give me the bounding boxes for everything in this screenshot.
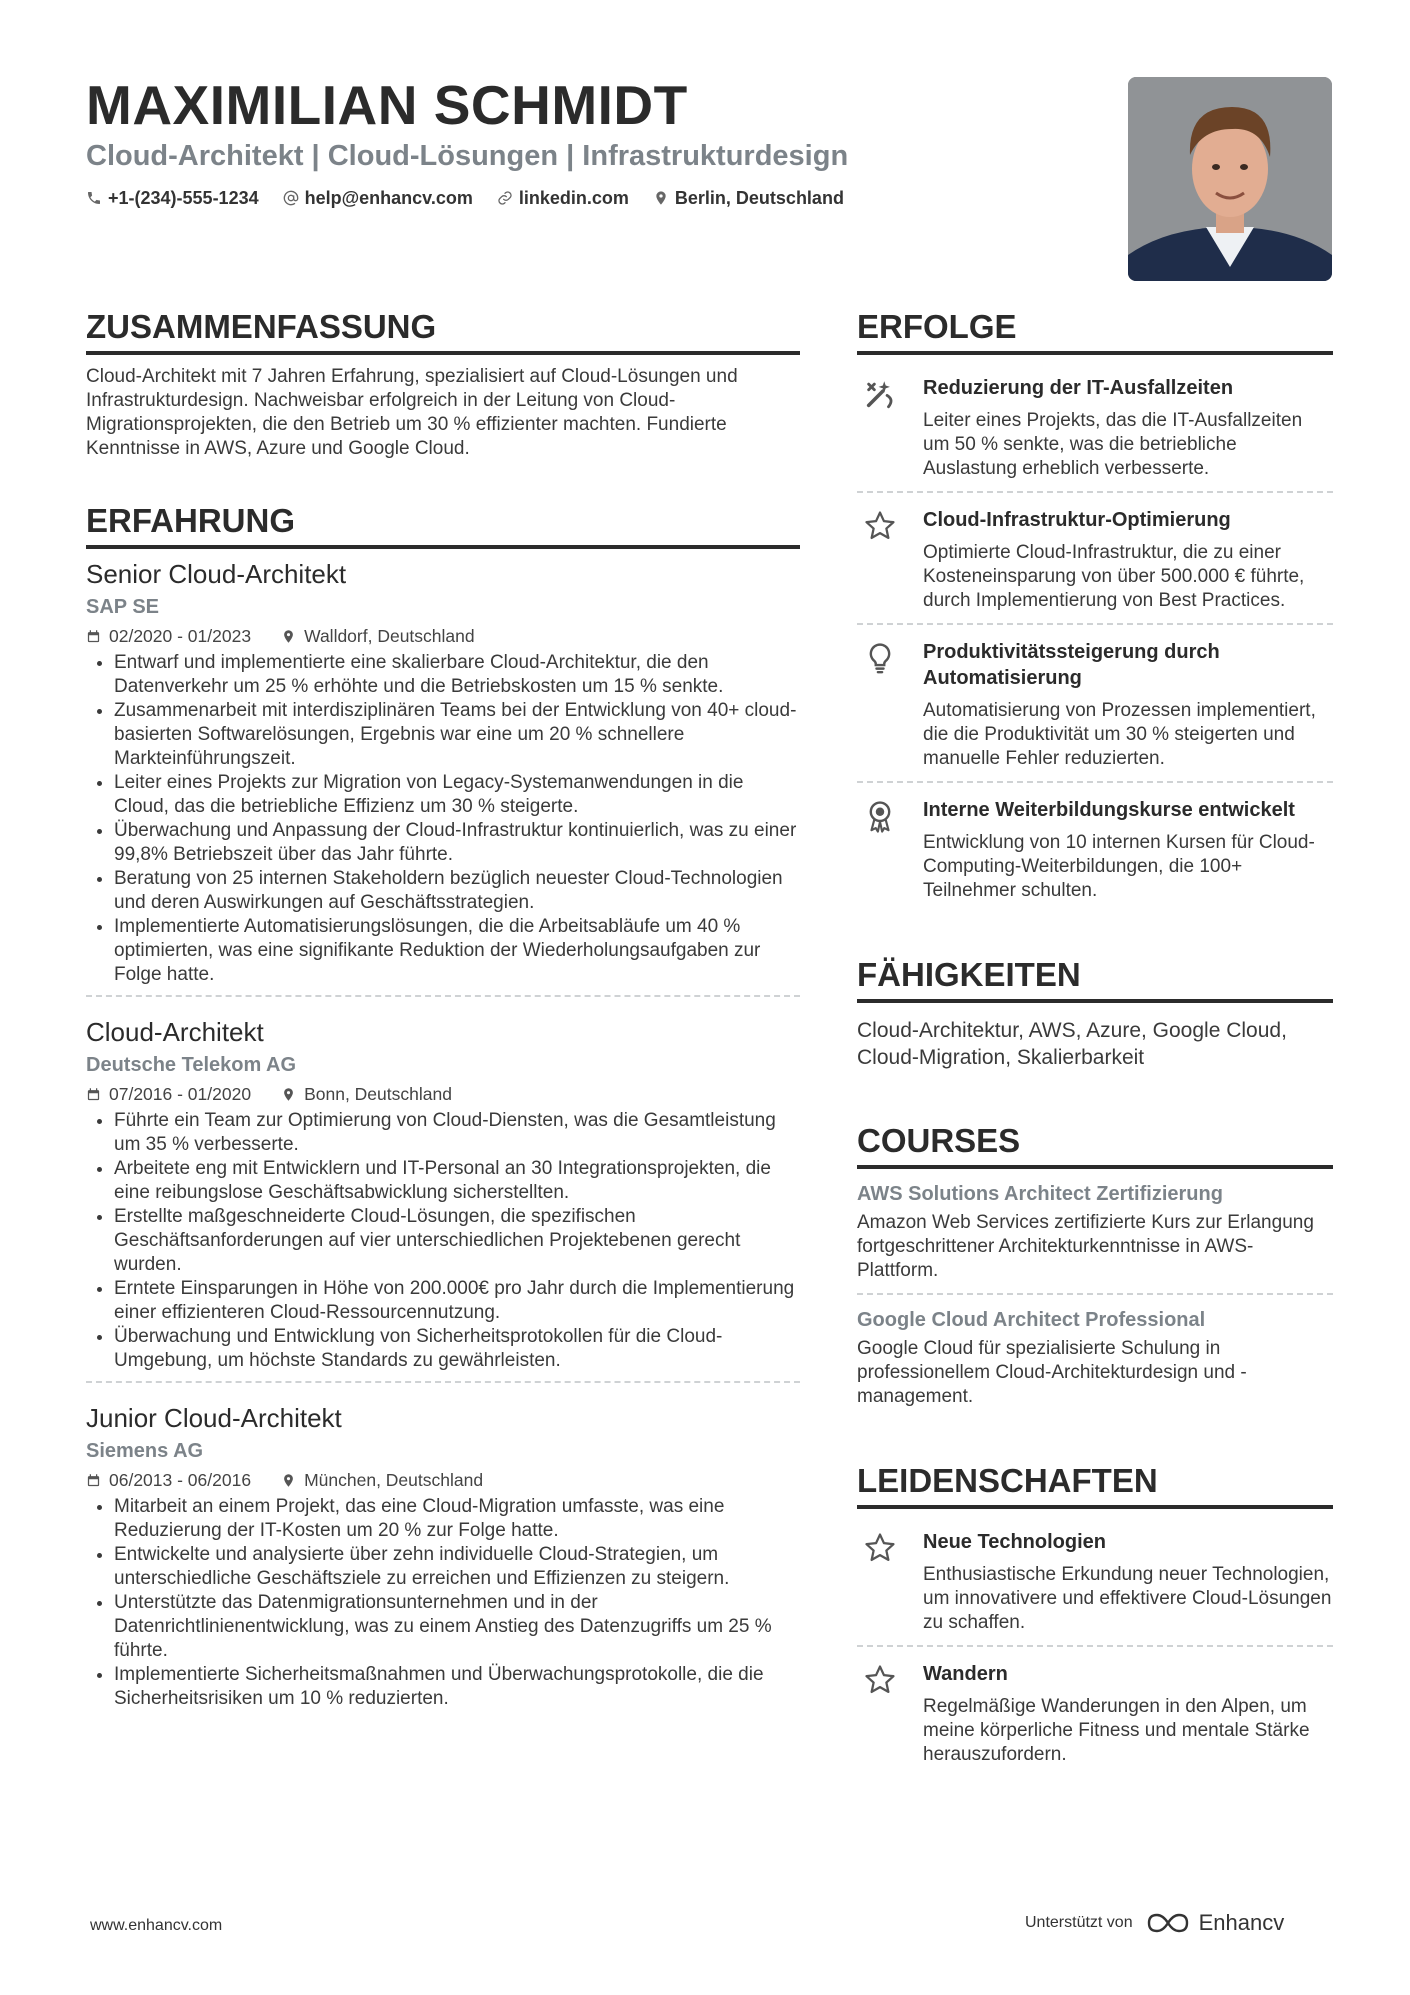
achievement-title: Cloud-Infrastruktur-Optimierung [923,509,1231,531]
phone-icon [86,190,102,206]
footer-website[interactable]: www.enhancv.com [90,1917,223,1934]
bullet-item: • Leiter eines Projekts zur Migration von Legacy-Systemanwendungen in die Cloud, das die betriebliche Effizienz um 30 % steigerte. [114,771,800,819]
candidate-title: Cloud-Architekt | Cloud-Lösungen | Infrastrukturdesign [86,140,849,172]
achievement-desc: Entwicklung von 10 internen Kursen für Cloud-Computing-Weiterbildungen, die 100+ Teilnehmer schulten. [923,832,1315,901]
achievement-item [857,623,1333,781]
passion-title: Neue Technologien [923,1531,1106,1553]
award-icon [863,799,897,833]
calendar-icon [86,629,101,644]
enhancv-logo[interactable] [1145,1910,1285,1936]
bullet-item: • Überwachung und Entwicklung von Sicherheitsprotokollen für die Cloud-Umgebung, um höchste Standards zu gewährleisten. [114,1325,800,1373]
course-item [857,1169,1333,1293]
achievement-item [857,781,1333,913]
link-icon [497,190,513,206]
job-bullets [86,1109,800,1373]
wand-icon [863,377,897,411]
bullet-item: • Erstellte maßgeschneiderte Cloud-Lösungen, die spezifischen Geschäftsanforderungen auf vier unterschiedlichen Projektebenen gerecht wurden. [114,1205,800,1277]
achievement-desc: Leiter eines Projekts, das die IT-Ausfallzeiten um 50 % senkte, was die betriebliche Auslastung erheblich verbesserte. [923,410,1303,479]
job-dates: 07/2016 - 01/2020 [109,1084,252,1104]
job-location: Walldorf, Deutschland [304,626,475,646]
passion-item [857,1515,1333,1645]
contact-linkedin[interactable] [497,186,629,210]
bullet-item: • Beratung von 25 internen Stakeholdern bezüglich neuester Cloud-Technologien und deren Auswirkungen auf Geschäftsstrategien. [114,867,800,915]
job-entry [86,1381,800,1719]
at-icon [283,190,299,206]
job-company: Deutsche Telekom AG [86,1054,297,1076]
email-text: help@enhancv.com [304,188,473,208]
passions-list [857,1515,1333,1777]
job-bullets [86,651,800,987]
achievement-desc: Optimierte Cloud-Infrastruktur, die zu einer Kosteneinsparung von über 500.000 € führte, durch Implementierung von Best Practices. [923,542,1305,611]
lightbulb-icon [863,641,897,675]
job-location: Bonn, Deutschland [304,1084,452,1104]
courses-heading: COURSES [857,1119,1333,1169]
achievement-title: Interne Weiterbildungskurse entwickelt [923,799,1295,821]
star-icon [863,1531,897,1565]
location-pin-icon [653,190,669,206]
passions-heading: LEIDENSCHAFTEN [857,1459,1333,1509]
passion-title: Wandern [923,1663,1008,1685]
bullet-item: • Erntete Einsparungen in Höhe von 200.000€ pro Jahr durch die Implementierung einer effizienteren Cloud-Ressourcennutzung. [114,1277,800,1325]
job-title: Cloud-Architekt [86,1017,264,1047]
location-pin-icon [281,1473,296,1488]
location-pin-icon [281,629,296,644]
bullet-item: • Zusammenarbeit mit interdisziplinären Teams bei der Entwicklung von 40+ cloud-basierten Softwarelösungen, Ergebnis war eine um 20 % schnellere Markteinführungszeit. [114,699,800,771]
achievement-item [857,361,1333,491]
achievements-heading: ERFOLGE [857,305,1333,355]
calendar-icon [86,1473,101,1488]
star-icon [863,509,897,543]
passion-desc: Enthusiastische Erkundung neuer Technologien, um innovativere und effektivere Cloud-Lösungen zu schaffen. [923,1564,1332,1633]
bullet-item: • Arbeitete eng mit Entwicklern und IT-Personal an 30 Integrationsprojekten, die eine reibungslose Geschäftsabwicklung sicherstellten. [114,1157,800,1205]
job-dates: 06/2013 - 06/2016 [109,1470,252,1490]
profile-photo [1128,77,1332,281]
job-entry [86,995,800,1381]
job-entry [86,557,800,995]
star-icon [863,1663,897,1697]
summary-heading: ZUSAMMENFASSUNG [86,305,800,355]
job-title: Junior Cloud-Architekt [86,1403,342,1433]
job-bullets [86,1495,800,1711]
bullet-item: • Unterstützte das Datenmigrationsunternehmen und in der Datenrichtlinienentwicklung, was zu einem Anstieg des Datenzugriffs um 25 % führte. [114,1591,800,1663]
achievement-desc: Automatisierung von Prozessen implementiert, die die Produktivität um 30 % steigerten und manuelle Fehler reduzierten. [923,700,1316,769]
left-column [86,305,800,1719]
course-desc: Amazon Web Services zertifizierte Kurs zur Erlangung fortgeschrittener Architekturkenntnisse in AWS-Plattform. [857,1212,1314,1281]
achievement-title: Produktivitätssteigerung durch Automatisierung [923,641,1220,689]
linkedin-text: linkedin.com [518,188,629,208]
course-item [857,1293,1333,1419]
bullet-item: • Führte ein Team zur Optimierung von Cloud-Diensten, was die Gesamtleistung um 35 % verbesserte. [114,1109,800,1157]
passion-desc: Regelmäßige Wanderungen in den Alpen, um meine körperliche Fitness und mentale Stärke herauszufordern. [923,1696,1310,1765]
achievement-item [857,491,1333,623]
achievements-list [857,361,1333,913]
location-text: Berlin, Deutschland [674,188,844,208]
job-meta [86,1467,800,1493]
bullet-item: • Implementierte Sicherheitsmaßnahmen und Überwachungsprotokolle, die die Sicherheitsrisiken um 10 % reduzierten. [114,1663,800,1711]
job-company: Siemens AG [86,1440,204,1462]
brand-text: Enhancv [1198,1910,1285,1935]
passion-item [857,1645,1333,1777]
location-pin-icon [281,1087,296,1102]
contact-location [653,186,844,210]
experience-heading: ERFAHRUNG [86,499,800,549]
bullet-item: • Überwachung und Anpassung der Cloud-Infrastruktur kontinuierlich, was zu einer 99,8% Betriebszeit über das Jahr führte. [114,819,800,867]
job-dates: 02/2020 - 01/2023 [109,626,252,646]
job-meta [86,1081,800,1107]
course-title: AWS Solutions Architect Zertifizierung [857,1183,1223,1205]
job-meta [86,623,800,649]
bullet-item: • Mitarbeit an einem Projekt, das eine Cloud-Migration umfasste, was eine Reduzierung der IT-Kosten um 20 % zur Folge hatte. [114,1495,800,1543]
skills-heading: FÄHIGKEITEN [857,953,1333,1003]
footer-powered-by [1025,1910,1284,1936]
calendar-icon [86,1087,101,1102]
course-desc: Google Cloud für spezialisierte Schulung in professionellem Cloud-Architekturdesign und -management. [857,1338,1247,1407]
course-title: Google Cloud Architect Professional [857,1309,1206,1331]
powered-by-text: Unterstützt von [1025,1914,1133,1931]
bullet-item: • Entwarf und implementierte eine skalierbare Cloud-Architektur, die den Datenverkehr um 25 % erhöhte und die Betriebskosten um 15 % senkte. [114,651,800,699]
skills-text: Cloud-Architektur, AWS, Azure, Google Cloud, Cloud-Migration, Skalierbarkeit [857,1019,1287,1069]
achievement-title: Reduzierung der IT-Ausfallzeiten [923,377,1234,399]
bullet-item: • Entwickelte und analysierte über zehn individuelle Cloud-Strategien, um unterschiedliche Geschäftsziele zu erreichen und Effizienzen zu steigern. [114,1543,800,1591]
courses-list [857,1169,1333,1419]
contact-phone[interactable] [86,186,259,210]
right-column [857,305,1333,1817]
job-company: SAP SE [86,596,159,618]
contact-email[interactable] [283,186,473,210]
summary-text: Cloud-Architekt mit 7 Jahren Erfahrung, spezialisiert auf Cloud-Lösungen und Infrastrukturdesign. Nachweisbar erfolgreich in der Leitung von Cloud-Migrationsprojekten, die den Betrieb um 30 % effizienter machten. Fundierte Kenntnisse in AWS, Azure und Google Cloud. [86,366,738,459]
job-location: München, Deutschland [304,1470,484,1490]
candidate-name: MAXIMILIAN SCHMIDT [86,74,688,136]
contact-bar [86,186,844,210]
bullet-item: • Implementierte Automatisierungslösungen, die die Arbeitsabläufe um 40 % optimierten, was eine signifikante Reduktion der Wiederholungsaufgaben zur Folge hatte. [114,915,800,987]
job-title: Senior Cloud-Architekt [86,559,347,589]
phone-text: +1-(234)-555-1234 [108,188,259,208]
enhancv-logo-icon [1145,1911,1191,1935]
